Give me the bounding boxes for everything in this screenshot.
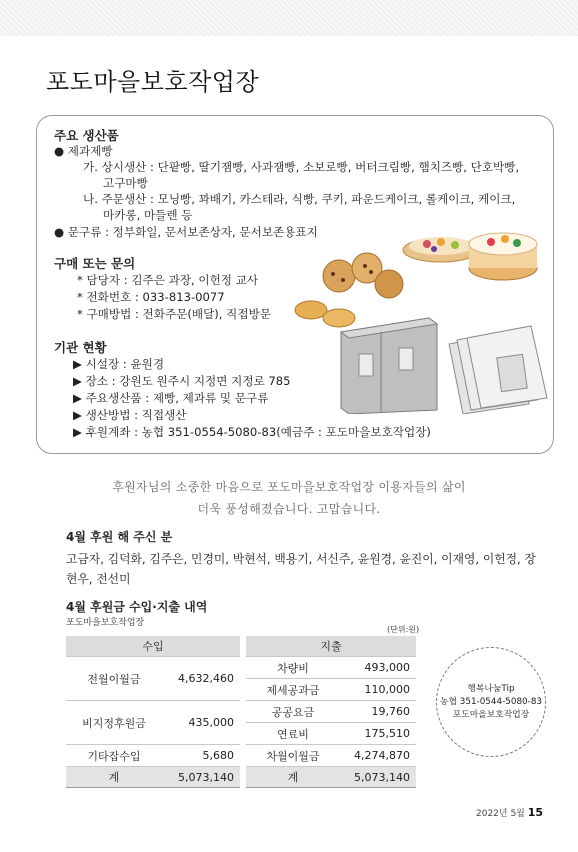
income-header: 수입	[66, 636, 240, 657]
product-illustration	[281, 214, 551, 414]
products-line: ● 제과제빵	[54, 144, 113, 158]
income-label: 전월이월금	[66, 657, 162, 701]
thanks-message: 더욱 풍성해졌습니다. 고맙습니다.	[197, 502, 381, 516]
expense-total-value: 5,073,140	[340, 767, 416, 788]
donors-heading: 4월 후원 해 주신 분	[66, 530, 173, 544]
income-value: 4,632,460	[162, 657, 240, 701]
expense-value: 175,510	[340, 723, 416, 745]
products-line: 고구마빵	[103, 176, 148, 190]
finance-table	[66, 636, 416, 788]
status-heading: 기관 현황	[54, 340, 107, 355]
products-line: 나. 주문생산 : 모닝빵, 꽈배기, 카스테라, 식빵, 쿠키, 파운드케이크, 롤케이크, 케이크,	[83, 192, 516, 206]
badge-line: 농협 351-0544-5080-83	[439, 696, 543, 707]
expense-label: 차량비	[246, 657, 340, 679]
status-line: ▶ 시설장 : 윤원경	[73, 357, 165, 371]
expense-label: 차월이월금	[246, 745, 340, 767]
status-line: ▶ 장소 : 강원도 원주시 지정면 지정로 785	[73, 374, 291, 388]
status-line: ▶ 생산방법 : 직접생산	[73, 408, 187, 422]
income-label: 비지정후원금	[66, 701, 162, 745]
expense-value: 493,000	[340, 657, 416, 679]
donation-tip-badge	[436, 647, 546, 757]
products-line: 마카롱, 마들렌 등	[103, 208, 193, 222]
income-value: 435,000	[162, 701, 240, 745]
finance-unit: (단위:원)	[387, 625, 420, 634]
thanks-message: 후원자님의 소중한 마음으로 포도마을보호작업장 이용자들의 삶이	[112, 480, 466, 494]
expense-value: 19,760	[340, 701, 416, 723]
order-line: * 전화번호 : 033-813-0077	[77, 290, 225, 304]
finance-heading: 4월 후원금 수입·지출 내역	[66, 600, 208, 614]
finance-org: 포도마을보호작업장	[66, 618, 145, 628]
products-line: 가. 상시생산 : 단팥빵, 딸기잼빵, 사과잼빵, 소보로빵, 버터크림빵, 햄치즈빵, 단호박빵,	[83, 160, 520, 174]
donor-names: 고금자, 김덕화, 김주은, 민경미, 박현석, 백용기, 서신주, 윤원경, 윤진이, 이재영, 이헌정, 장현우, 전선미	[66, 552, 536, 586]
income-label: 기타잡수입	[66, 745, 162, 767]
income-total-label: 계	[66, 767, 162, 788]
expense-value: 4,274,870	[340, 745, 416, 767]
products-line: ● 문구류 : 정부화일, 문서보존상자, 문서보존용표지	[54, 225, 318, 239]
status-line: ▶ 주요생산품 : 제빵, 제과류 및 문구류	[73, 391, 269, 405]
badge-line: 행복나눔Tip	[467, 683, 515, 694]
document-boxes-illustration	[341, 318, 437, 414]
badge-line: 포도마을보호작업장	[452, 709, 530, 720]
page-title: 포도마을보호작업장	[46, 68, 260, 96]
order-line: * 담당자 : 김주은 과장, 이헌정 교사	[77, 273, 259, 287]
footer-date: 2022년 5월	[476, 809, 525, 819]
document-covers-illustration	[449, 326, 547, 414]
income-value: 5,680	[162, 745, 240, 767]
page-footer	[476, 806, 543, 819]
expense-total-label: 계	[246, 767, 340, 788]
top-pattern-band	[0, 0, 578, 36]
income-total-value: 5,073,140	[162, 767, 240, 788]
expense-label: 연료비	[246, 723, 340, 745]
madeleines-illustration	[295, 301, 355, 327]
expense-value: 110,000	[340, 679, 416, 701]
expense-label: 제세공과금	[246, 679, 340, 701]
page-number: 15	[527, 806, 544, 819]
expense-header: 지출	[246, 636, 416, 657]
cookies-illustration	[323, 253, 403, 298]
info-card	[36, 115, 554, 454]
products-heading: 주요 생산품	[54, 128, 119, 143]
order-line: * 구매방법 : 전화주문(배달), 직접방문	[77, 307, 271, 321]
status-line: ▶ 후원계좌 : 농협 351-0554-5080-83(예금주 : 포도마을보호작업장)	[73, 425, 431, 439]
expense-label: 공공요금	[246, 701, 340, 723]
order-heading: 구매 또는 문의	[54, 256, 136, 271]
